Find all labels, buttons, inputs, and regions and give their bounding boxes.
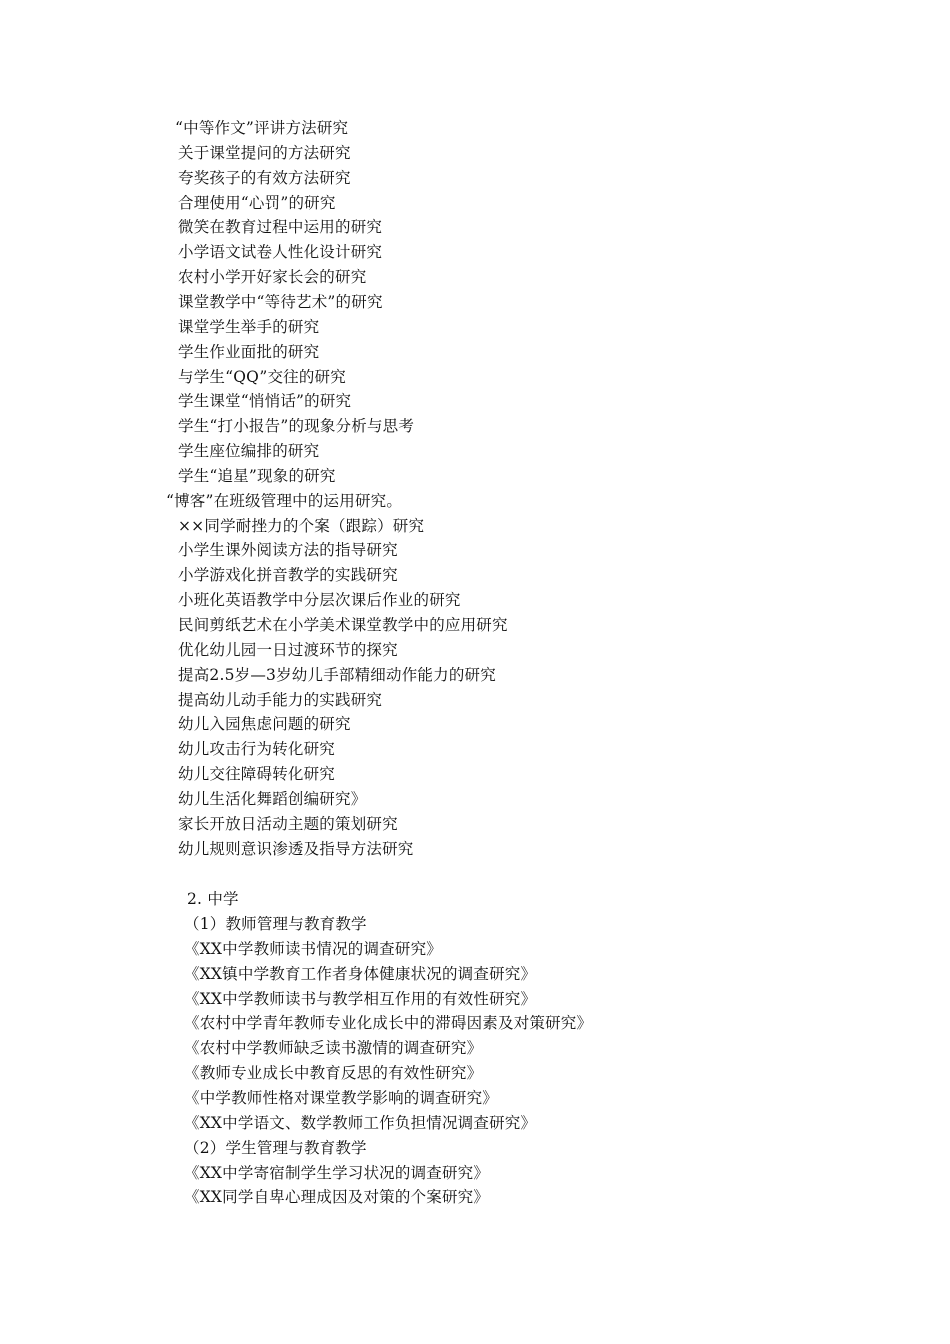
topic-item: 《教师专业成长中教育反思的有效性研究》 [184,1064,483,1083]
topic-item: 夸奖孩子的有效方法研究 [178,168,351,187]
topic-item: 课堂教学中“等待艺术”的研究 [178,292,383,311]
topic-item: 《XX中学教师读书与教学相互作用的有效性研究》 [184,989,537,1008]
topic-item: 小学语文试卷人性化设计研究 [178,243,383,262]
topic-item: 与学生“QQ”交往的研究 [178,367,346,386]
topic-item: 学生“追星”现象的研究 [178,466,336,485]
topic-item: 幼儿生活化舞蹈创编研究》 [178,789,367,808]
section-heading-middle-school: 2. 中学 [187,890,239,908]
topic-item: 学生座位编排的研究 [178,442,320,461]
topic-item: 《XX中学语文、数学教师工作负担情况调查研究》 [184,1113,537,1132]
topic-item: 幼儿入园焦虑问题的研究 [178,715,351,734]
topic-item: “博客”在班级管理中的运用研究。 [166,491,403,510]
topic-item: ××同学耐挫力的个案（跟踪）研究 [178,516,425,535]
topic-item: 学生作业面批的研究 [178,342,320,361]
topic-item: 提高幼儿动手能力的实践研究 [178,690,383,709]
topic-item: 学生课堂“悄悄话”的研究 [178,392,352,411]
topic-item: 学生“打小报告”的现象分析与思考 [178,417,415,436]
topic-item: 小学生课外阅读方法的指导研究 [178,541,398,560]
topic-item: 《XX镇中学教育工作者身体健康状况的调查研究》 [184,964,537,983]
topic-item: 幼儿交往障碍转化研究 [178,765,336,784]
topic-item: 《中学教师性格对课堂教学影响的调查研究》 [184,1088,499,1107]
topic-item: 《农村中学教师缺乏读书激情的调查研究》 [184,1039,483,1058]
topic-item: 合理使用“心罚”的研究 [178,193,336,212]
topic-item: 微笑在教育过程中运用的研究 [178,218,383,237]
topic-item: 民间剪纸艺术在小学美术课堂教学中的应用研究 [178,616,508,634]
topic-item: 幼儿攻击行为转化研究 [178,740,336,759]
topic-item: 农村小学开好家长会的研究 [178,268,367,287]
topic-item: 小班化英语教学中分层次课后作业的研究 [178,591,461,610]
topic-item: “中等作文”评讲方法研究 [175,119,349,137]
topic-item: 课堂学生举手的研究 [178,317,320,336]
topic-item: 《XX同学自卑心理成因及对策的个案研究》 [184,1188,490,1207]
topic-item: 关于课堂提问的方法研究 [178,143,351,162]
topic-item: （1）教师管理与教育教学 [184,915,367,933]
topic-item: 《XX中学寄宿制学生学习状况的调查研究》 [184,1163,490,1182]
topic-item: （2）学生管理与教育教学 [184,1138,367,1157]
topic-item: 幼儿规则意识渗透及指导方法研究 [178,839,414,858]
topic-item: 优化幼儿园一日过渡环节的探究 [178,640,398,659]
topic-item: 《XX中学教师读书情况的调查研究》 [184,939,442,958]
topic-item: 小学游戏化拼音教学的实践研究 [178,566,398,585]
topic-item: 家长开放日活动主题的策划研究 [178,814,398,833]
topic-item: 《农村中学青年教师专业化成长中的滞碍因素及对策研究》 [184,1014,593,1033]
topic-item: 提高2.5岁—3岁幼儿手部精细动作能力的研究 [178,665,496,684]
